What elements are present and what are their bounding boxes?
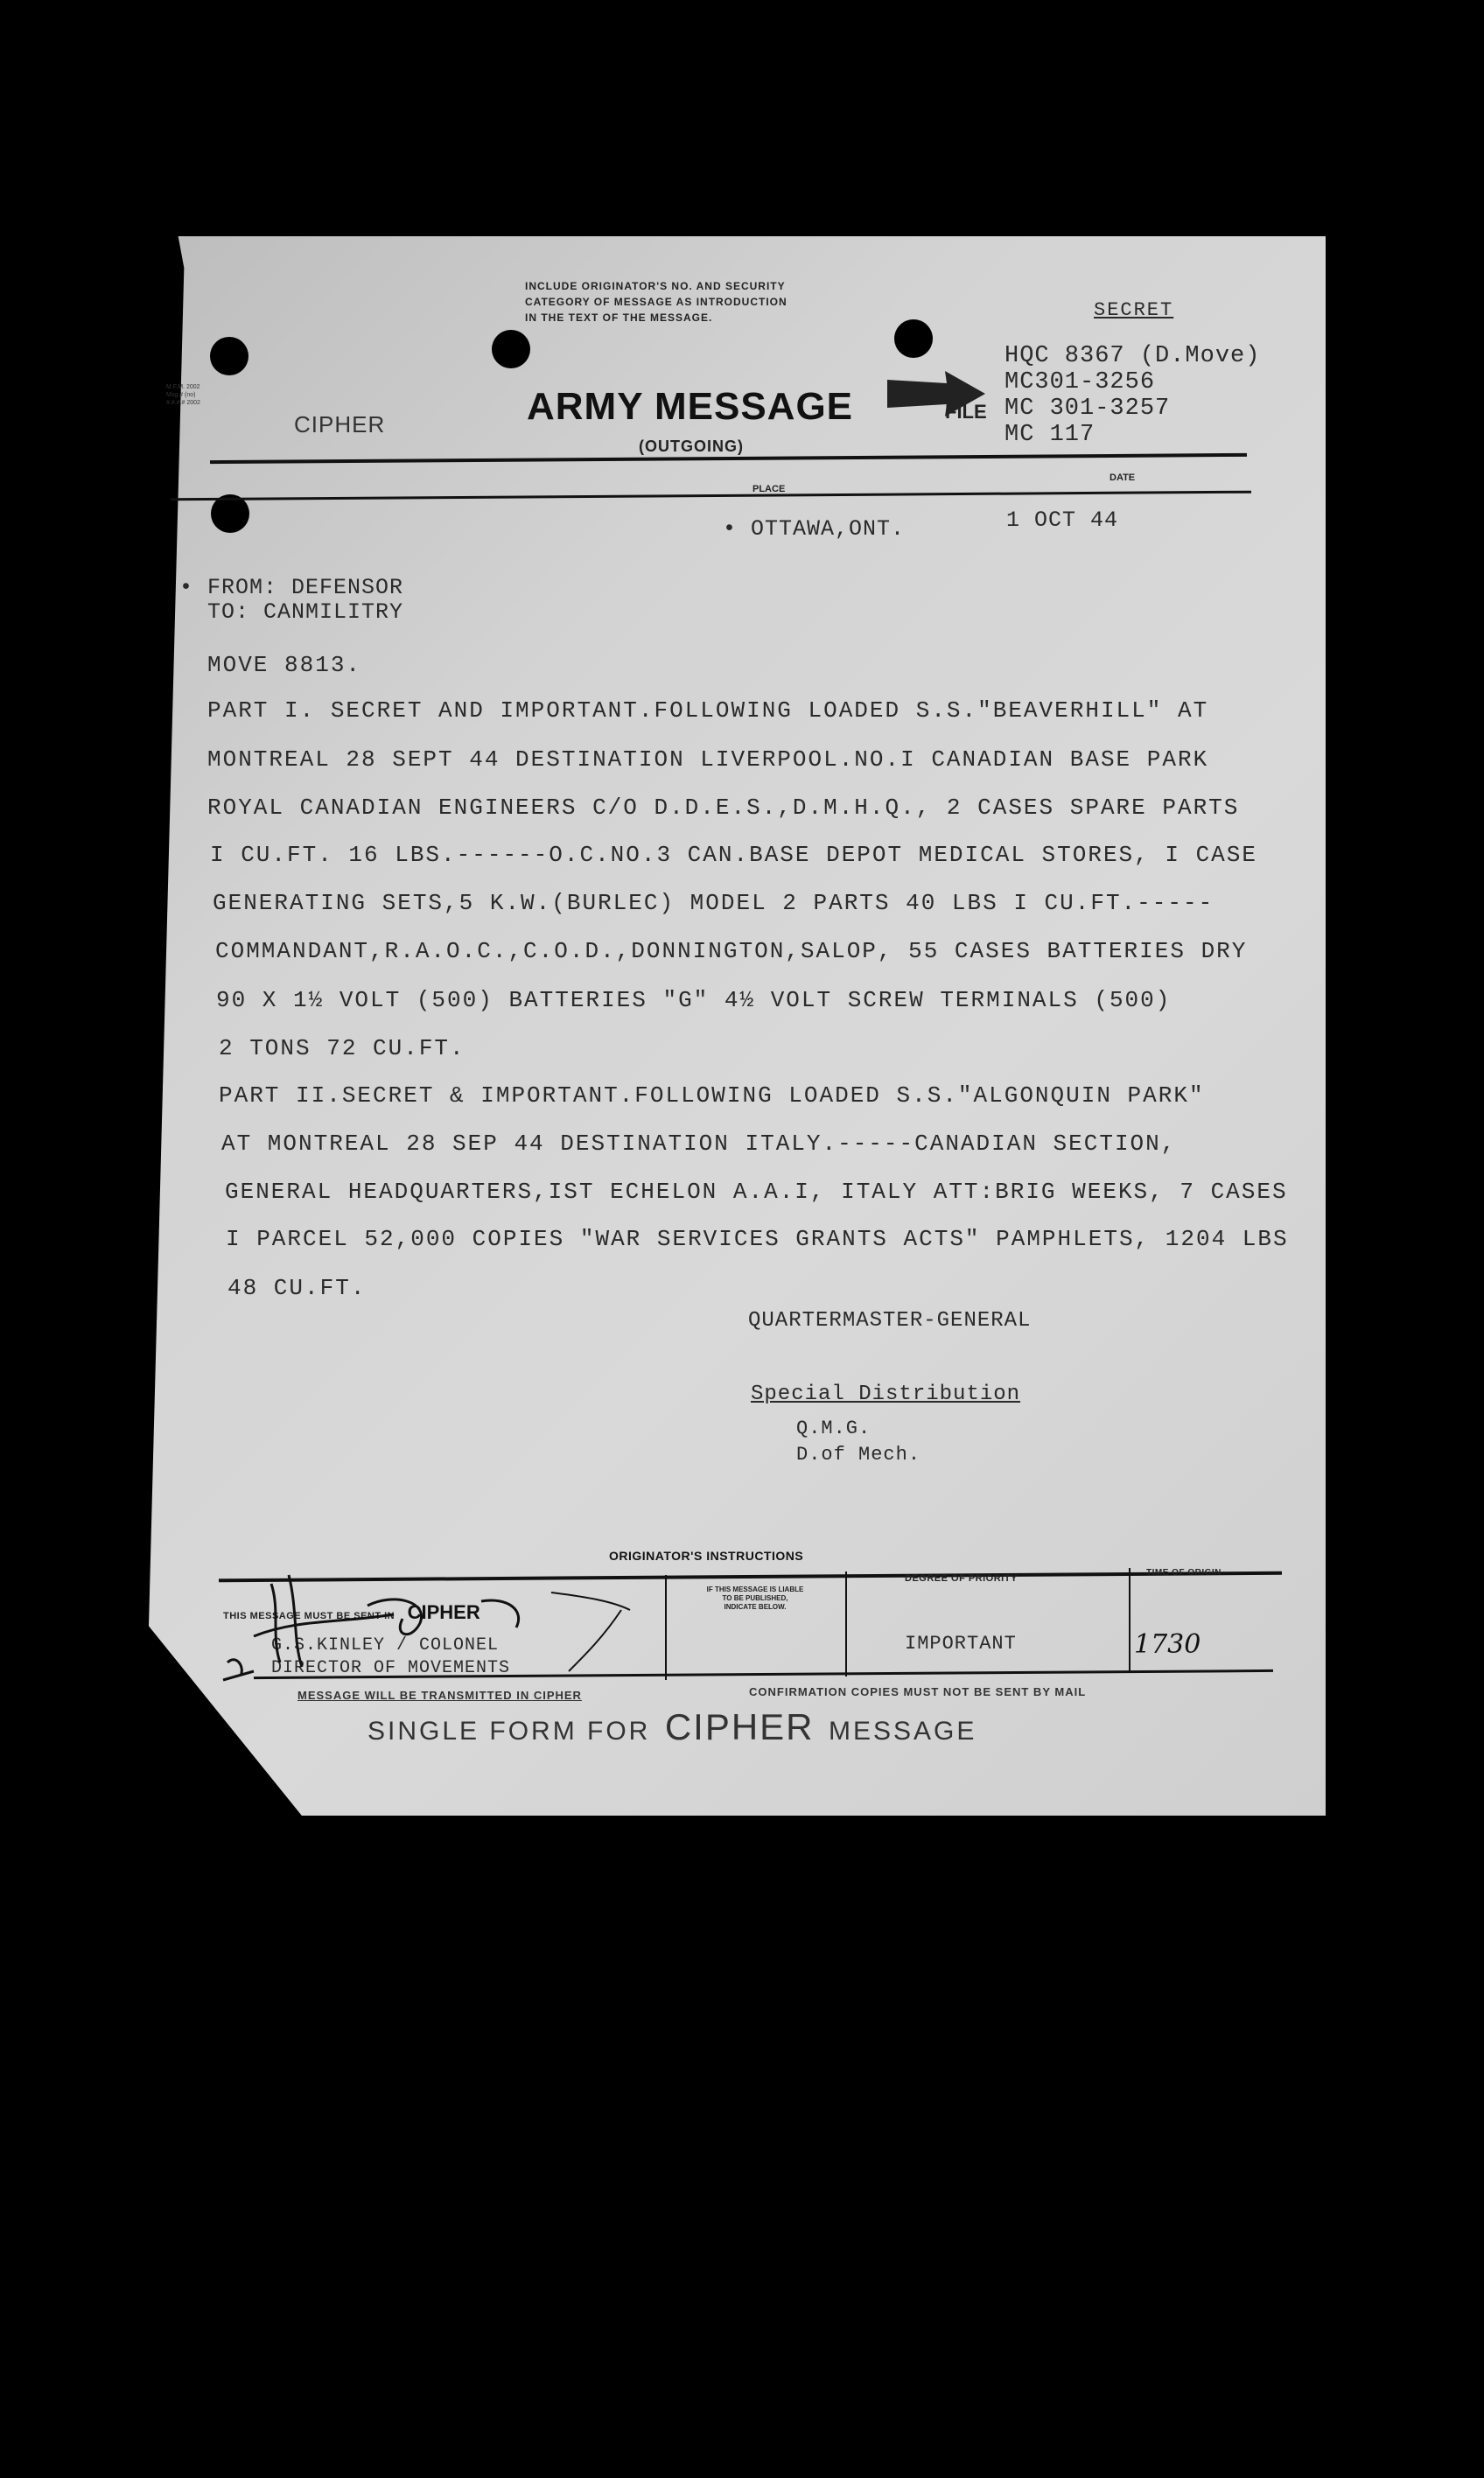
time-of-origin-value: 1730: [1134, 1629, 1201, 1660]
time-of-origin-label: TIME OF ORIGIN: [1146, 1568, 1222, 1578]
message-line: PART II.SECRET & IMPORTANT.FOLLOWING LOADED S.S."ALGONQUIN PARK": [219, 1082, 1205, 1109]
message-line: 2 TONS 72 CU.FT.: [219, 1035, 466, 1061]
confirmation-note: CONFIRMATION COPIES MUST NOT BE SENT BY MAIL: [749, 1685, 1087, 1698]
punch-hole: [210, 337, 248, 375]
header-instructions: INCLUDE ORIGINATOR'S NO. AND SECURITY CATEGORY OF MESSAGE AS INTRODUCTION IN THE TEXT OF THE MESSAGE.: [525, 280, 788, 324]
handwritten-signature-icon: [219, 1558, 674, 1698]
place-label: PLACE: [752, 484, 786, 494]
priority-label: DEGREE OF PRIORITY: [905, 1573, 1018, 1584]
message-line: MONTREAL 28 SEPT 44 DESTINATION LIVERPOOL.NO.I CANADIAN BASE PARK: [207, 746, 1209, 773]
distribution-heading: Special Distribution: [751, 1382, 1021, 1406]
date-label: DATE: [1110, 472, 1136, 483]
box-divider: [845, 1572, 847, 1676]
file-references: HQC 8367 (D.Move) MC301-3256 MC 301-3257 MC 117: [1004, 343, 1261, 448]
date-value: 1 OCT 44: [1006, 508, 1119, 533]
message-line: 90 X 1½ VOLT (500) BATTERIES "G" 4½ VOLT SCREW TERMINALS (500): [216, 987, 1172, 1013]
originator-signer: G.S.KINLEY / COLONEL DIRECTOR OF MOVEMENTS: [271, 1635, 511, 1678]
form-footer: SINGLE FORM FOR CIPHER MESSAGE: [368, 1706, 977, 1747]
form-subtitle: (OUTGOING): [639, 438, 744, 455]
box-divider: [1129, 1568, 1130, 1673]
message-line: MOVE 8813.: [207, 652, 362, 678]
place-value: • OTTAWA,ONT.: [723, 516, 906, 542]
priority-value: IMPORTANT: [905, 1633, 1017, 1655]
must-be-sent-field: THIS MESSAGE MUST BE SENT IN CIPHER: [223, 1601, 480, 1623]
message-line: AT MONTREAL 28 SEP 44 DESTINATION ITALY.-----CANADIAN SECTION,: [221, 1130, 1177, 1157]
form-codes: M.F.M. 2002 Msg.# (no) #.#.#.# 2002: [166, 384, 200, 406]
message-line: COMMANDANT,R.A.O.C.,C.O.D.,DONNINGTON,SALOP, 55 CASES BATTERIES DRY: [215, 938, 1248, 964]
message-line: GENERAL HEADQUARTERS,IST ECHELON A.A.I, ITALY ATT:BRIG WEEKS, 7 CASES: [225, 1179, 1288, 1205]
security-classification: SECRET: [1094, 299, 1174, 321]
file-label: FILE: [945, 401, 987, 423]
message-line: PART I. SECRET AND IMPORTANT.FOLLOWING LOADED S.S."BEAVERHILL" AT: [207, 697, 1209, 724]
publication-note: IF THIS MESSAGE IS LIABLE TO BE PUBLISHED, INDICATE BELOW.: [706, 1586, 804, 1611]
form-title: ARMY MESSAGE: [527, 385, 854, 428]
message-line: I CU.FT. 16 LBS.------O.C.NO.3 CAN.BASE DEPOT MEDICAL STORES, I CASE: [210, 842, 1257, 868]
routing-block: • FROM: DEFENSOR TO: CANMILITRY: [179, 575, 404, 625]
punch-hole: [894, 319, 933, 358]
message-line: I PARCEL 52,000 COPIES "WAR SERVICES GRANTS ACTS" PAMPHLETS, 1204 LBS: [226, 1226, 1289, 1252]
punch-hole: [492, 330, 530, 368]
distribution-list: Q.M.G. D.of Mech.: [796, 1418, 921, 1466]
message-line: 48 CU.FT.: [228, 1275, 367, 1301]
message-line: ROYAL CANADIAN ENGINEERS C/O D.D.E.S.,D.M.H.Q., 2 CASES SPARE PARTS: [207, 794, 1240, 821]
message-line: GENERATING SETS,5 K.W.(BURLEC) MODEL 2 PARTS 40 LBS I CU.FT.-----: [213, 890, 1214, 916]
originator-heading: ORIGINATOR'S INSTRUCTIONS: [609, 1549, 804, 1563]
transmission-note: MESSAGE WILL BE TRANSMITTED IN CIPHER: [298, 1689, 582, 1702]
signature-block: QUARTERMASTER-GENERAL: [748, 1309, 1032, 1333]
cipher-label: CIPHER: [294, 411, 386, 438]
